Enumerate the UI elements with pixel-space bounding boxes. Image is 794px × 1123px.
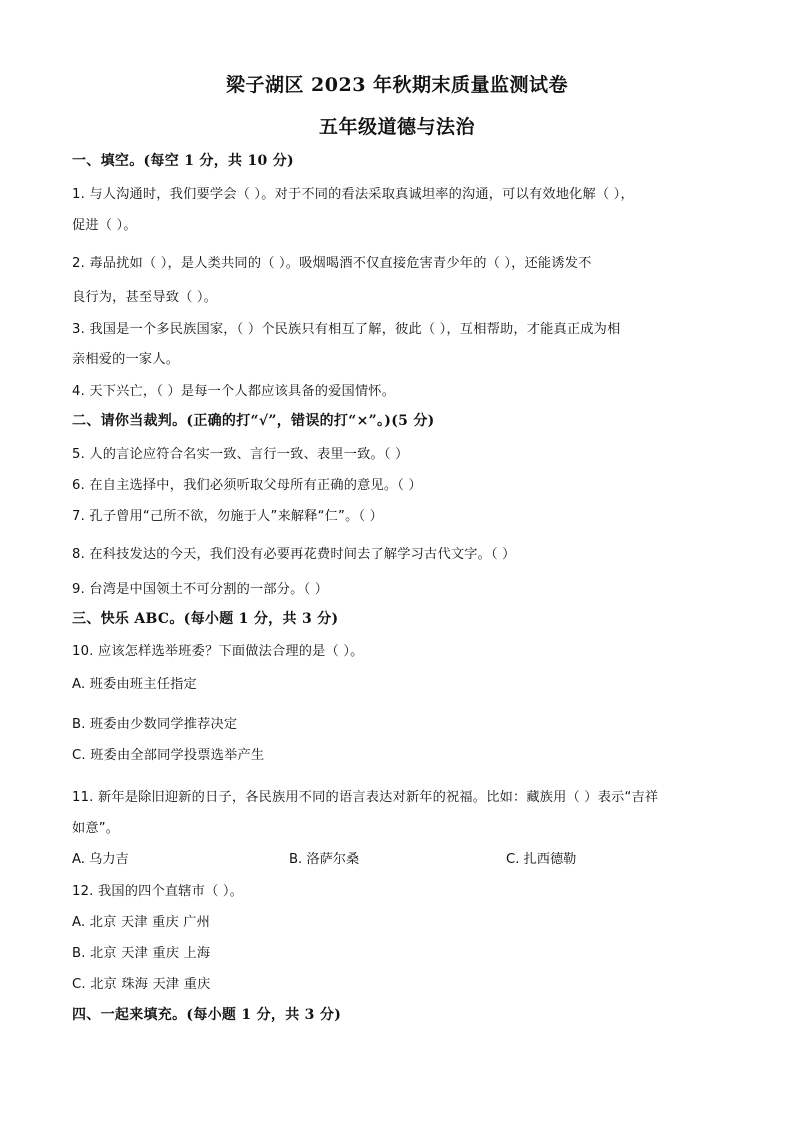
exam-title: 梁子湖区 2023 年秋期末质量监测试卷: [225, 74, 569, 96]
exam-subtitle: 五年级道德与法治: [318, 116, 475, 138]
question-8: 8. 在科技发达的今天，我们没有必要再花费时间去了解学习古代文字。（ ）: [72, 547, 516, 562]
section-heading-2: 二、请你当裁判。(正确的打“√”，错误的打“×”。)(5 分): [72, 413, 435, 429]
question-3-line-2: 亲相爱的一家人。: [72, 352, 180, 367]
question-12-option-a: A. 北京 天津 重庆 广州: [72, 915, 211, 930]
question-10-option-a: A. 班委由班主任指定: [72, 677, 197, 692]
question-11-line-1: 11. 新年是除旧迎新的日子，各民族用不同的语言表达对新年的祝福。比如：藏族用（ ）表示“吉祥: [72, 790, 659, 805]
question-4: 4. 天下兴亡，（ ）是每一个人都应该具备的爱国情怀。: [72, 384, 396, 399]
question-5: 5. 人的言论应符合名实一致、言行一致、表里一致。（ ）: [72, 447, 409, 462]
question-9: 9. 台湾是中国领土不可分割的一部分。（ ）: [72, 582, 329, 597]
section-heading-4: 四、一起来填充。(每小题 1 分，共 3 分): [72, 1007, 342, 1023]
question-1-line-1: 1. 与人沟通时，我们要学会（ ）。对于不同的看法采取真诚坦率的沟通，可以有效地化解（ ），: [72, 187, 634, 202]
question-11-line-2: 如意”。: [72, 821, 120, 836]
question-7: 7. 孔子曾用“己所不欲，勿施于人”来解释“仁”。（ ）: [72, 509, 384, 524]
question-11-option-a: A. 乌力吉: [72, 852, 129, 867]
question-12-option-b: B. 北京 天津 重庆 上海: [72, 946, 211, 961]
question-12-option-c: C. 北京 珠海 天津 重庆: [72, 977, 211, 992]
question-11-option-c: C. 扎西德勒: [506, 852, 577, 867]
question-12: 12. 我国的四个直辖市（ ）。: [72, 884, 244, 899]
question-6: 6. 在自主选择中，我们必须听取父母所有正确的意见。（ ）: [72, 478, 422, 493]
question-11-option-b: B. 洛萨尔桑: [289, 852, 360, 867]
question-3-line-1: 3. 我国是一个多民族国家，（ ）个民族只有相互了解，彼此（ ），互相帮助，才能真正成为相: [72, 322, 621, 337]
section-heading-1: 一、填空。(每空 1 分，共 10 分): [72, 153, 294, 169]
question-1-line-2: 促进（ ）。: [72, 218, 137, 233]
question-2-line-2: 良行为，甚至导致（ ）。: [72, 290, 218, 305]
question-10: 10. 应该怎样选举班委？下面做法合理的是（ ）。: [72, 644, 364, 659]
question-10-option-c: C. 班委由全部同学投票选举产生: [72, 748, 265, 763]
section-heading-3: 三、快乐 ABC。(每小题 1 分，共 3 分): [72, 611, 339, 627]
question-10-option-b: B. 班委由少数同学推荐决定: [72, 717, 238, 732]
question-2-line-1: 2. 毒品扰如（ ），是人类共同的（ ）。吸烟喝酒不仅直接危害青少年的（ ），还能诱发不: [72, 256, 592, 271]
